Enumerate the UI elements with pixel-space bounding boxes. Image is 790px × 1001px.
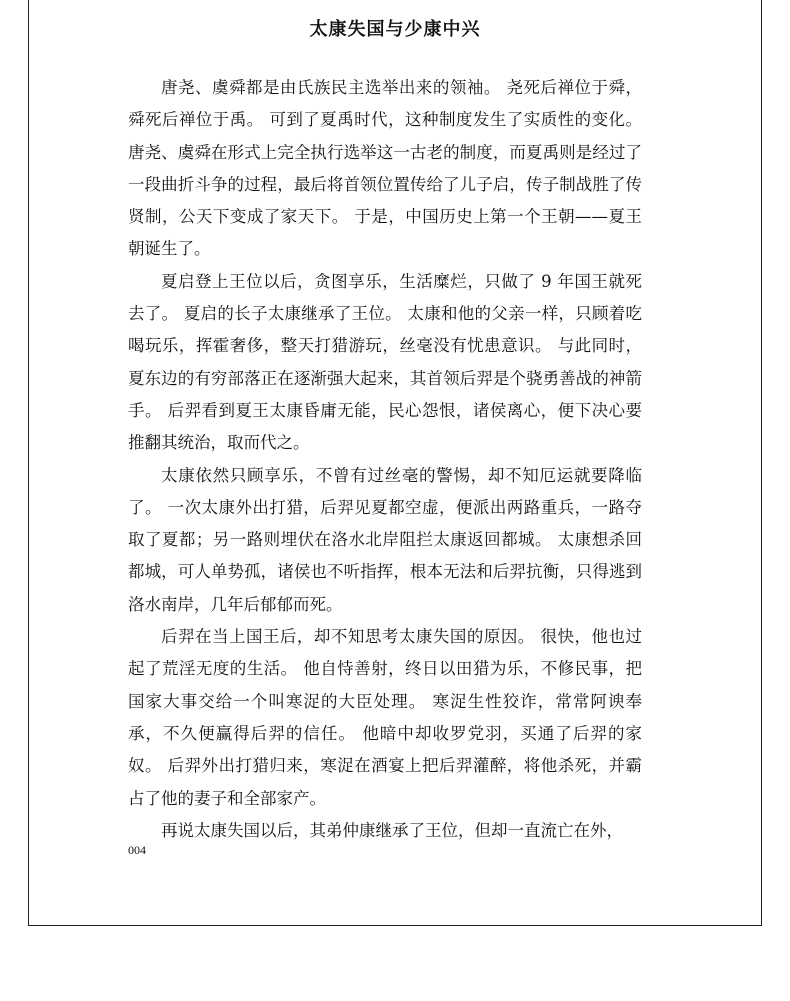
paragraph-1: 唐尧、虞舜都是由氏族民主选举出来的领袖。 尧死后禅位于舜，舜死后禅位于禹。 可到了夏禹时代，这种制度发生了实质性的变化。唐尧、虞舜在形式上完全执行选举这一古老的制度，而夏禹则是经过了一段曲折斗争的过程，最后将首领位置传给了儿子启，传子制战胜了传贤制，公天下变成了家天下。 于是，中国历史上第一个王朝——夏王朝诞生了。 [128,78,642,259]
page-title: 太康失国与少康中兴 [309,19,481,40]
paragraph-2: 夏启登上王位以后，贪图享乐，生活糜烂，只做了 9 年国王就死去了。 夏启的长子太康继承了王位。 太康和他的父亲一样，只顾着吃喝玩乐，挥霍奢侈，整天打猎游玩，丝毫没有忧患意识。 与此同时，夏东边的有穷部落正在逐渐强大起来，其首领后羿是个骁勇善战的神箭手。 后羿看到夏王太康昏庸无能，民心怨恨，诸侯离心，便下决心要推翻其统治，取而代之。 [128,271,642,453]
page-number: 004 [128,843,146,857]
paragraph-3: 太康依然只顾享乐，不曾有过丝毫的警惕，却不知厄运就要降临了。 一次太康外出打猎，后羿见夏都空虚，便派出两路重兵，一路夺取了夏都；另一路则埋伏在洛水北岸阻拦太康返回都城。 太康想杀回都城，可人单势孤，诸侯也不听指挥，根本无法和后羿抗衡，只得逃到洛水南岸，几年后郁郁而死。 [128,465,642,614]
paragraph-5: 再说太康失国以后，其弟仲康继承了王位，但却一直流亡在外， [161,820,623,840]
body-text [128,72,642,847]
paragraph-4: 后羿在当上国王后，却不知思考太康失国的原因。 很快，他也过起了荒淫无度的生活。 他自恃善射，终日以田猎为乐，不修民事，把国家大事交给一个叫寒浞的大臣处理。 寒浞生性狡诈，常常阿谀奉承，不久便赢得后羿的信任。 他暗中却收罗党羽，买通了后羿的家奴。 后羿外出打猎归来，寒浞在酒宴上把后羿灌醉，将他杀死，并霸占了他的妻子和全部家产。 [128,627,642,808]
